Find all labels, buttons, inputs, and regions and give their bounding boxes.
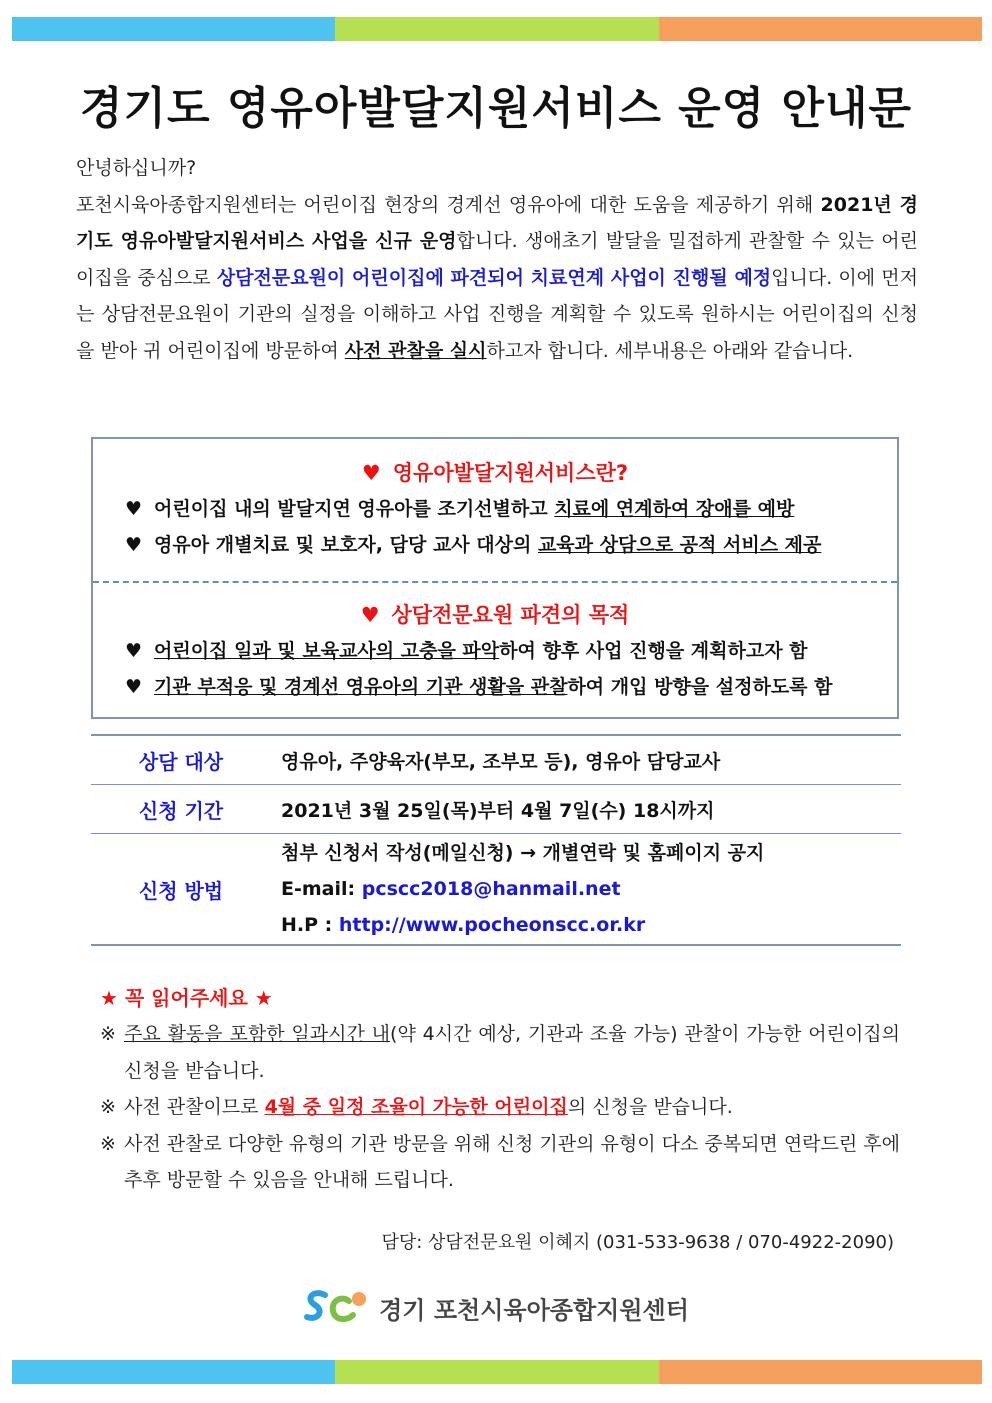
heart-icon: ♥ bbox=[125, 640, 143, 662]
list-item: ※ 사전 관찰로 다양한 유형의 기관 방문을 위해 신청 기관의 유형이 다소 중복되면 연락드린 후에 추후 방문할 수 있음을 안내해 드립니다. bbox=[100, 1126, 900, 1199]
method-value: 첨부 신청서 작성(메일신청) → 개별연락 및 홈페이지 공지 E-mail: pcscc2018@hanmail.net H.P : http://www.pocheonscc.or.kr bbox=[281, 842, 765, 936]
organization-footer bbox=[0, 1285, 992, 1331]
heart-icon: ♥ bbox=[125, 534, 143, 556]
list-item: ♥ 어린이집 일과 및 보육교사의 고충을 파악하여 향후 사업 진행을 계획하고자 함 bbox=[125, 640, 808, 662]
method-label: 신청 방법 bbox=[138, 878, 224, 903]
heart-icon: ♥ bbox=[360, 603, 380, 627]
intro-paragraph bbox=[76, 150, 918, 369]
notice-title: ★ 꼭 읽어주세요 ★ bbox=[100, 986, 273, 1010]
bottom-color-bar bbox=[12, 1360, 982, 1384]
dispatch-purpose-section bbox=[93, 597, 897, 705]
table-row bbox=[91, 785, 901, 834]
table-row bbox=[91, 735, 901, 785]
reference-mark-icon: ※ bbox=[100, 1096, 116, 1118]
notice-section bbox=[100, 980, 900, 1199]
list-item: ♥ 기관 부적응 및 경계선 영유아의 기관 생활을 관찰하여 개입 방향을 설정하도록 함 bbox=[125, 676, 833, 698]
top-color-bar bbox=[12, 17, 982, 41]
service-definition-section bbox=[93, 455, 897, 563]
application-info-table bbox=[91, 734, 901, 946]
service-definition-title: ♥ 영유아발달지원서비스란? bbox=[361, 461, 629, 485]
heart-icon: ♥ bbox=[125, 498, 143, 520]
document-title: 경기도 영유아발달지원서비스 운영 안내문 bbox=[79, 83, 913, 134]
greeting: 안녕하십니까? bbox=[76, 157, 197, 179]
center-logo-icon bbox=[303, 1285, 373, 1331]
period-label: 신청 기간 bbox=[138, 798, 224, 823]
list-item: ※ 사전 관찰이므로 4월 중 일정 조율이 가능한 어린이집의 신청을 받습니다. bbox=[100, 1089, 900, 1126]
list-item: ♥ 어린이집 내의 발달지연 영유아를 조기선별하고 치료에 연계하여 장애를 예방 bbox=[125, 498, 795, 520]
reference-mark-icon: ※ bbox=[100, 1132, 116, 1155]
intro-body: 포천시육아종합지원센터는 어린이집 현장의 경계선 영유아에 대한 도움을 제공하기 위해 2021년 경기도 영유아발달지원서비스 사업을 신규 운영합니다. 생애초기 발달을 밀접하게 관찰할 수 있는 어린이집을 중심으로 상담전문요원이 어린이집에 파견되어 치료연계 사업이 진행될 예정입니다. 이에 먼저는 상담전문요원이 기관의 실정을 이해하고 사업 진행을 계획할 수 있도록 원하시는 어린이집의 신청을 받아 귀 어린이집에 방문하여 사전 관찰을 실시하고자 합니다. 세부내용은 아래와 같습니다. bbox=[76, 193, 919, 362]
homepage-link[interactable]: http://www.pocheonscc.or.kr bbox=[338, 914, 646, 936]
email-link[interactable]: pcscc2018@hanmail.net bbox=[361, 878, 621, 900]
heart-icon: ♥ bbox=[361, 461, 381, 485]
list-item: ♥ 영유아 개별치료 및 보호자, 담당 교사 대상의 교육과 상담으로 공적 서비스 제공 bbox=[125, 534, 822, 556]
reference-mark-icon: ※ bbox=[100, 1023, 116, 1045]
target-value: 영유아, 주양육자(부모, 조부모 등), 영유아 담당교사 bbox=[281, 750, 721, 773]
organization-name: 경기 포천시육아종합지원센터 bbox=[379, 1296, 689, 1325]
target-label: 상담 대상 bbox=[138, 749, 224, 774]
service-info-box bbox=[91, 437, 899, 719]
contact-info: 담당: 상담전문요원 이혜지 (031-533-9638 / 070-4922-2090) bbox=[381, 1232, 894, 1253]
dispatch-purpose-title: ♥ 상담전문요원 파견의 목적 bbox=[360, 603, 630, 627]
table-row bbox=[91, 834, 901, 946]
list-item: ※ 주요 활동을 포함한 일과시간 내(약 4시간 예상, 기관과 조율 가능) 관찰이 가능한 어린이집의 신청을 받습니다. bbox=[100, 1016, 900, 1089]
period-value: 2021년 3월 25일(목)부터 4월 7일(수) 18시까지 bbox=[281, 799, 715, 822]
dashed-divider bbox=[93, 581, 897, 583]
heart-icon: ♥ bbox=[125, 676, 143, 698]
